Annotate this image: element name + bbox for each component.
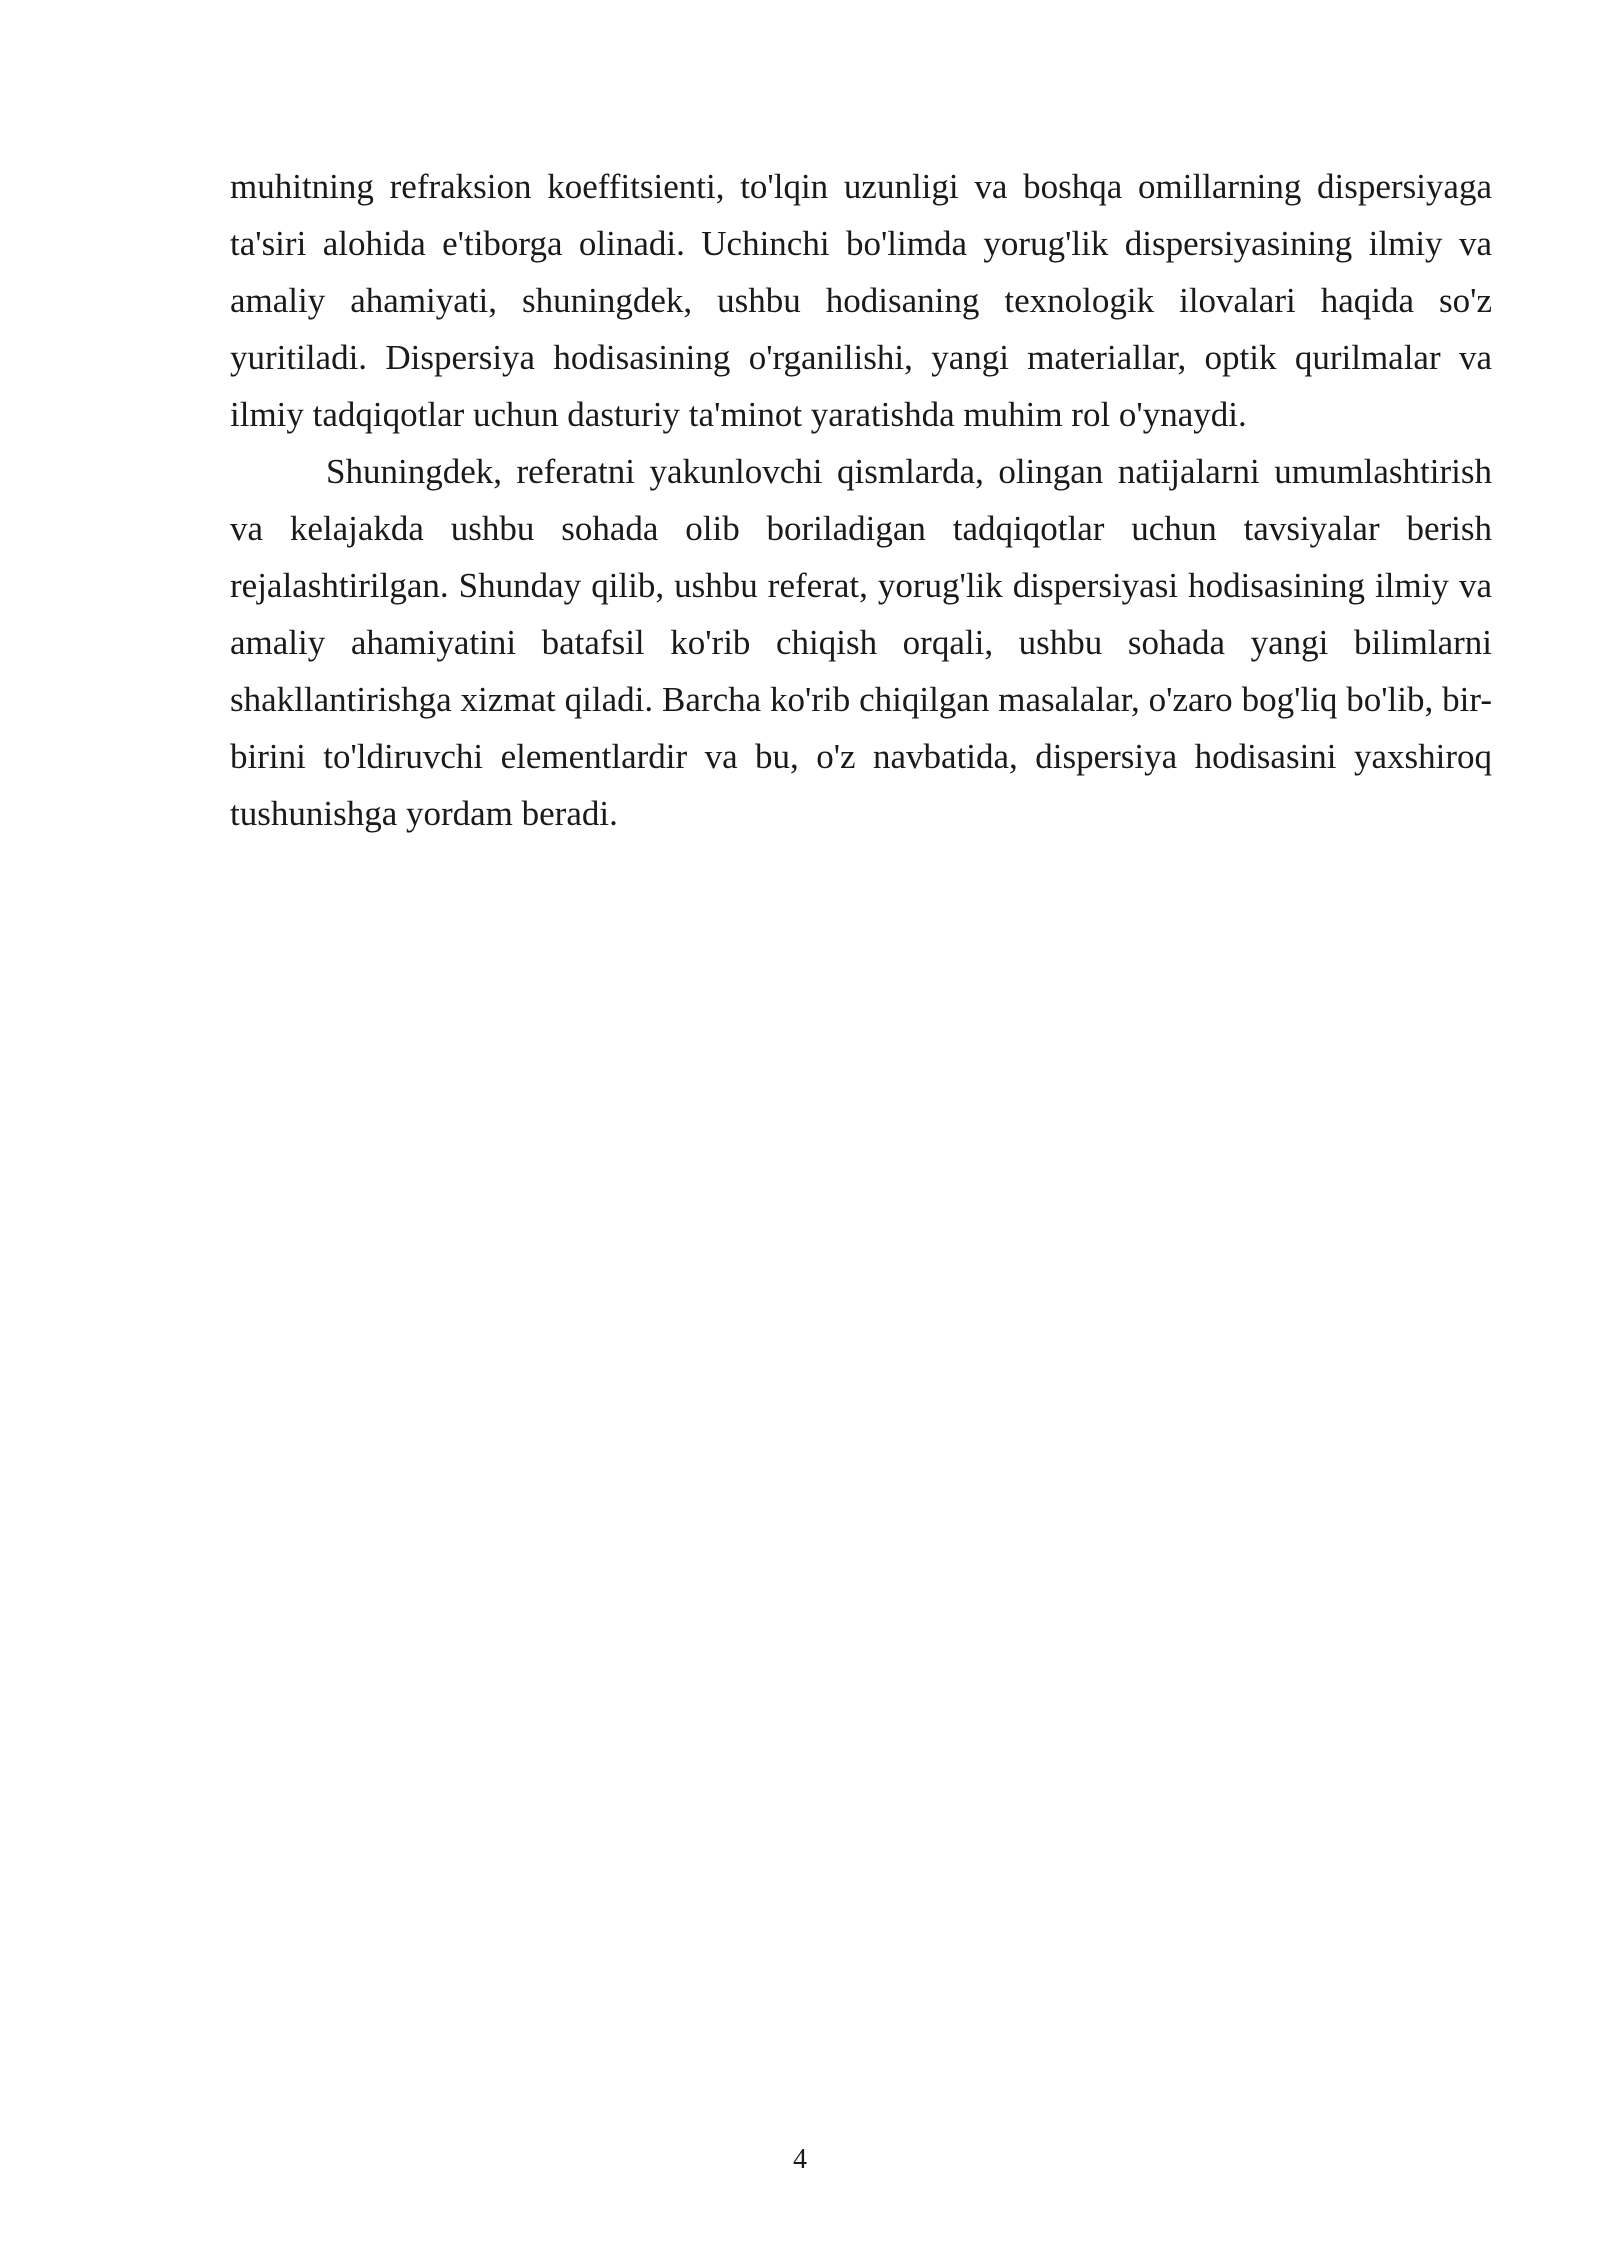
paragraph-continuation: muhitning refraksion koeffitsienti, to'lqin uzunligi va boshqa omillarning dispersiyaga ta'siri alohida e'tiborga olinadi. Uchinchi bo'limda yorug'lik dispersiyasining ilmiy va amaliy ahamiyati, shuningdek, ushbu hodisaning texnologik ilovalari haqida so'z yuritiladi. Dispersiya hodisasining o'rganilishi, yangi materiallar, optik qurilmalar va ilmiy tadqiqotlar uchun dasturiy ta'minot yaratishda muhim rol o'ynaydi. <box>230 167 1492 434</box>
document-body <box>230 158 1492 842</box>
paragraph-conclusion: Shuningdek, referatni yakunlovchi qismlarda, olingan natijalarni umumlashtirish va kelajakda ushbu sohada olib boriladigan tadqiqotlar uchun tavsiyalar berish rejalashtirilgan. Shunday qilib, ushbu referat, yorug'lik dispersiyasi hodisasining ilmiy va amaliy ahamiyatini batafsil ko'rib chiqish orqali, ushbu sohada yangi bilimlarni shakllantirishga xizmat qiladi. Barcha ko'rib chiqilgan masalalar, o'zaro bog'liq bo'lib, bir-birini to'ldiruvchi elementlardir va bu, o'z navbatida, dispersiya hodisasini yaxshiroq tushunishga yordam beradi. <box>230 452 1492 833</box>
page-number: 4 <box>793 2144 807 2175</box>
